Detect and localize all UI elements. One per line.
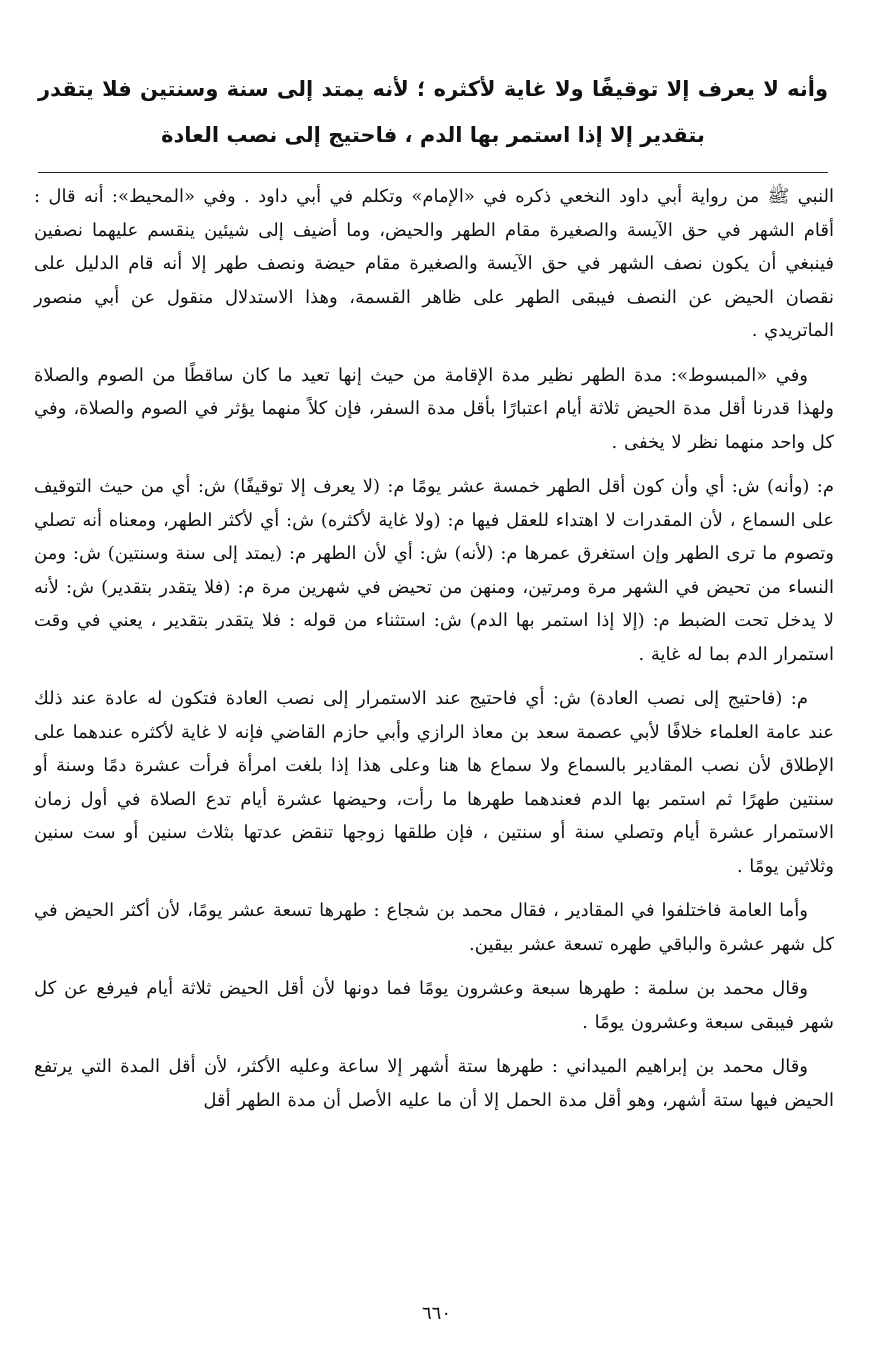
paragraph: وقال محمد بن سلمة : طهرها سبعة وعشرون يومًا فما دونها لأن أقل الحيض ثلاثة أيام فيرفع عن كل شهر فيبقى سبعة وعشرون يومًا . xyxy=(34,978,834,1033)
separator-rule xyxy=(38,172,828,173)
commentary xyxy=(34,180,834,1128)
paragraph: م: (فاحتيج إلى نصب العادة) ش: أي فاحتيج عند الاستمرار إلى نصب العادة فتكون له عادة عند ذلك عند عامة العلماء خلافًا لأبي عصمة سعد بن معاذ الرازي وأبي حازم القاضي فإنه لا غاية لأكثره عندهما على الإطلاق لأن نصب المقادير بالسماع ولا سماع ها هنا وعلى هذا إذا بلغت امرأة فرأت عشرة دمًا وسنة أو سنتين طهرًا ثم استمر بها الدم فعندهما طهرها ما رأت، وحيضها عشرة أيام تدع الصلاة في أول زمان الاستمرار عشرة أيام وتصلي سنة أو سنتين ، فإن طلقها زوجها تنقض عدتها بثلاث سنين أو ست سنين وثلاثين يومًا . xyxy=(34,688,834,877)
paragraph: وقال محمد بن إبراهيم الميداني : طهرها ستة أشهر إلا ساعة وعليه الأكثر، لأن أقل المدة التي يرتفع الحيض فيها ستة أشهر، وهو أقل مدة الحمل إلا أن ما عليه الأصل أن مدة الطهر أقل xyxy=(34,1056,834,1111)
paragraph: وأما العامة فاختلفوا في المقادير ، فقال محمد بن شجاع : طهرها تسعة عشر يومًا، لأن أكثر الحيض في كل شهر عشرة والباقي طهره تسعة عشر بيقين. xyxy=(34,900,834,955)
paragraph: وفي «المبسوط»: مدة الطهر نظير مدة الإقامة من حيث إنها تعيد ما كان ساقطًا من الصوم والصلاة ولهذا قدرنا أقل مدة الحيض ثلاثة أيام اعتبارًا بأقل مدة السفر، فإن كلاً منهما يؤثر في الصوم والصلاة، وفي كل واحد منهما نظر لا يخفى . xyxy=(34,364,834,453)
page-number: ٦٦٠ xyxy=(421,1303,451,1324)
paragraph: النبي ﷺ من رواية أبي داود النخعي ذكره في «الإمام» وتكلم في أبي داود . وفي «المحيط»: أنه قال : أقام الشهر في حق الآيسة والصغيرة مقام الطهر والحيض، وما أضيف إلى شيئين ينقسم عليهما نصفين فينبغي أن يكون نصف الشهر في حق الآيسة والصغيرة مقام حيضة ونصف طهر إلا أنه قام الدليل على نقصان الحيض عن النصف فيبقى الطهر على ظاهر القسمة، وهذا الاستدلال منقول عن أبي منصور الماتريدي . xyxy=(34,186,835,341)
main-text: وأنه لا يعرف إلا توقيفًا ولا غاية لأكثره ؛ لأنه يمتد إلى سنة وسنتين فلا يتقدر بتقدير إلا إذا استمر بها الدم ، فاحتيج إلى نصب العادة xyxy=(38,77,828,147)
paragraph: م: (وأنه) ش: أي وأن كون أقل الطهر خمسة عشر يومًا م: (لا يعرف إلا توقيفًا) ش: أي من حيث التوقيف على السماع ، لأن المقدرات لا اهتداء للعقل فيها م: (ولا غاية لأكثره) ش: أي لأكثر الطهر، ومعناه أنه تصلي وتصوم ما ترى الطهر وإن استغرق عمرها م: (لأنه) ش: أي لأن الطهر م: (يمتد إلى سنة وسنتين) ش: ومن النساء من تحيض في الشهر مرة ومرتين، ومنهن من تحيض في شهرين مرة م: (فلا يتقدر بتقدير) ش: لأنه لا يدخل تحت الضبط م: (إلا إذا استمر بها الدم) ش: استثناء من قوله : فلا يتقدر بتقدير ، يعني في وقت استمرار الدم بما له غاية . xyxy=(34,476,834,665)
